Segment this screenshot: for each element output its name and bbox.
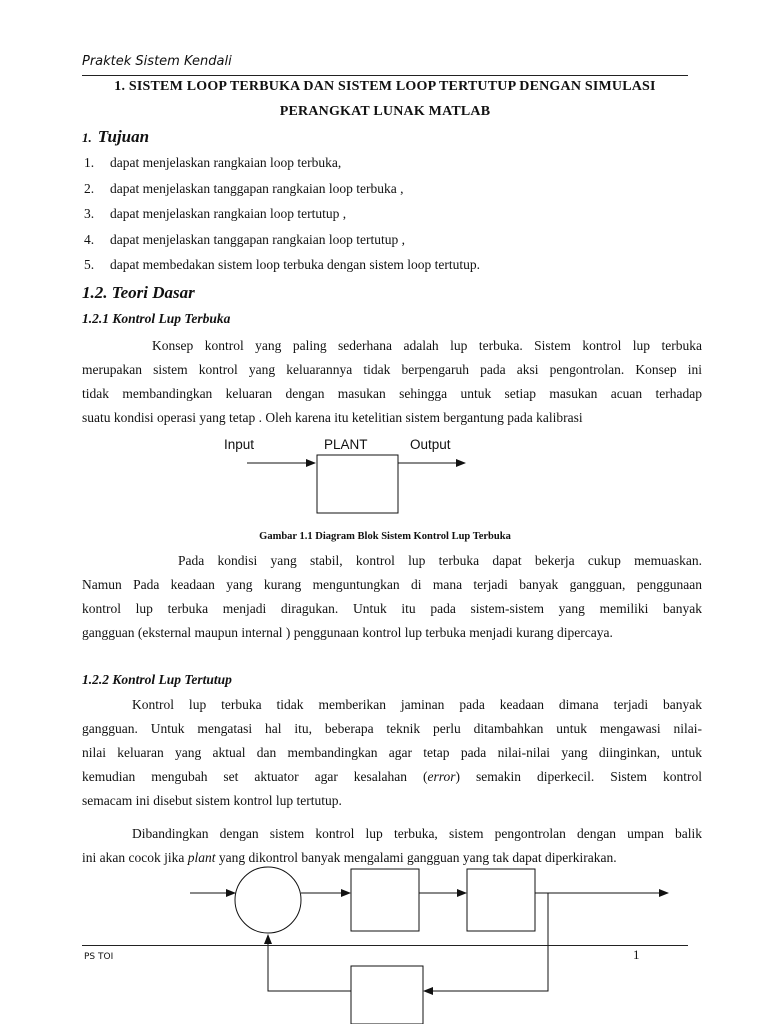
text-line: gangguan. Untuk mengatasi hal itu, beberapa teknik perlu ditambahkan untuk mengawasi nilai- <box>82 721 702 736</box>
text-line: suatu kondisi operasi yang tetap . Oleh karena itu ketelitian sistem bergantung pada kalibrasi <box>82 410 583 425</box>
text-line: kontrol lup terbuka menjadi diragukan. Untuk itu pada sistem-sistem yang memiliki banyak <box>82 601 702 616</box>
diagram-plant-label: PLANT <box>324 437 368 452</box>
footer-rule <box>82 945 688 946</box>
sensor-block <box>351 966 423 1024</box>
footer-label: PS TOI <box>84 952 114 962</box>
list-item-number: 1. <box>84 155 95 170</box>
text-fragment: yang dikontrol banyak mengalami gangguan yang tak dapat diperkirakan. <box>215 850 617 865</box>
objectives-number: 1. <box>82 130 92 145</box>
text-line: merupakan sistem kontrol yang keluarannya tidak berpengaruh pada aksi pengontrolan. Konsep ini <box>82 362 702 377</box>
objectives-heading-text: Tujuan <box>97 127 150 146</box>
list-item-text: dapat menjelaskan tanggapan rangkaian loop tertutup , <box>110 232 406 247</box>
open-loop-paragraph-2 <box>82 549 702 645</box>
list-item-text: dapat menjelaskan rangkaian loop tertutup , <box>110 206 347 221</box>
theory-heading: 1.2. Teori Dasar <box>82 283 195 302</box>
page-number: 1 <box>633 947 640 962</box>
chapter-title-line1: 1. SISTEM LOOP TERBUKA DAN SISTEM LOOP TERTUTUP DENGAN SIMULASI <box>114 79 656 94</box>
diagram-output-label: Output <box>410 437 451 452</box>
text-line: Kontrol lup terbuka tidak memberikan jaminan pada keadaan dimana terjadi banyak <box>132 697 702 712</box>
text-line <box>82 846 702 870</box>
list-item-number: 5. <box>84 257 95 272</box>
text-fragment: ) semakin diperkecil. Sistem kontrol <box>455 769 702 784</box>
summing-junction <box>235 867 301 933</box>
diagram-input-label: Input <box>224 437 255 452</box>
text-line: Pada kondisi yang stabil, kontrol lup terbuka dapat bekerja cukup memuaskan. <box>178 553 702 568</box>
list-item-text: dapat menjelaskan tanggapan rangkaian loop terbuka , <box>110 181 404 196</box>
text-line: nilai keluaran yang aktual dan membandingkan agar tetap pada nilai-nilai yang diinginkan, untuk <box>82 745 702 760</box>
running-header: Praktek Sistem Kendali <box>82 54 232 69</box>
text-fragment: ini akan cocok jika <box>82 850 188 865</box>
open-loop-heading: 1.2.1 Kontrol Lup Terbuka <box>82 311 231 326</box>
chapter-title-line2: PERANGKAT LUNAK MATLAB <box>279 104 491 119</box>
text-line: semacam ini disebut sistem kontrol lup tertutup. <box>82 793 342 808</box>
feedback-path <box>424 893 548 991</box>
closed-loop-paragraph-2 <box>82 822 702 870</box>
controller-block <box>351 869 419 931</box>
italic-term: plant <box>187 850 216 865</box>
closed-loop-paragraph-1 <box>82 693 702 813</box>
text-line: Namun Pada keadaan yang kurang menguntungkan di mana terjadi banyak gangguan, penggunaan <box>82 577 702 592</box>
list-item-number: 2. <box>84 181 95 196</box>
list-item-text: dapat membedakan sistem loop terbuka dengan sistem loop tertutup. <box>110 257 481 272</box>
plant-block <box>317 455 398 513</box>
text-line: Konsep kontrol yang paling sederhana adalah lup terbuka. Sistem kontrol lup terbuka <box>152 338 702 353</box>
text-line: gangguan (eksternal maupun internal ) penggunaan kontrol lup terbuka menjadi kurang dipercaya. <box>82 625 613 640</box>
text-fragment: kemudian mengubah set aktuator agar kesalahan ( <box>82 769 428 784</box>
feedback-return-arrow <box>268 935 351 991</box>
italic-term: error <box>427 769 456 784</box>
text-line: Dibandingkan dengan sistem kontrol lup terbuka, sistem pengontrolan dengan umpan balik <box>132 826 702 841</box>
plant-block-closed <box>467 869 535 931</box>
closed-loop-heading: 1.2.2 Kontrol Lup Tertutup <box>82 672 232 687</box>
list-item-text: dapat menjelaskan rangkaian loop terbuka, <box>110 155 342 170</box>
list-item-number: 3. <box>84 206 95 221</box>
text-line <box>82 765 702 789</box>
list-item-number: 4. <box>84 232 95 247</box>
figure-caption: Gambar 1.1 Diagram Blok Sistem Kontrol Lup Terbuka <box>259 531 511 542</box>
text-line: tidak membandingkan keluaran dengan masukan sehingga untuk setiap masukan acuan terhadap <box>82 386 702 401</box>
